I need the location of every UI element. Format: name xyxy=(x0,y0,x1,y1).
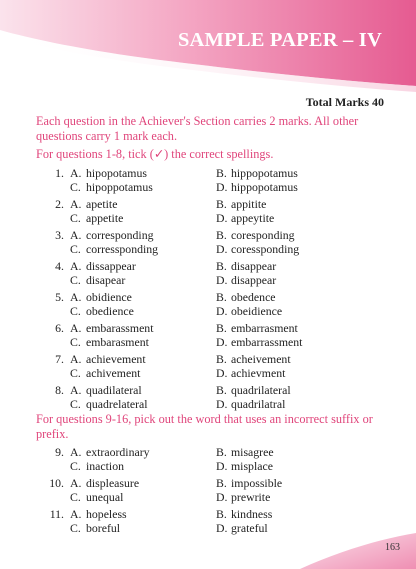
question-item xyxy=(0,352,416,382)
question-number: 1. xyxy=(55,166,64,180)
option-d: achievment xyxy=(231,366,286,380)
option-key: D. xyxy=(216,459,228,473)
question-number: 8. xyxy=(55,383,64,397)
option-key: C. xyxy=(70,180,81,194)
option-d: disappear xyxy=(231,273,277,287)
page-number: 163 xyxy=(385,542,400,553)
option-c: inaction xyxy=(86,459,125,473)
option-key: A. xyxy=(70,507,82,521)
option-b: kindness xyxy=(231,507,273,521)
option-a: apetite xyxy=(86,197,118,211)
option-d: appeytite xyxy=(231,211,275,225)
option-a: extraordinary xyxy=(86,445,150,459)
option-d: grateful xyxy=(231,521,268,535)
option-key: D. xyxy=(216,242,228,256)
question-item xyxy=(0,290,416,320)
option-c: obedience xyxy=(86,304,134,318)
question-item xyxy=(0,166,416,196)
option-b: appitite xyxy=(231,197,267,211)
option-key: C. xyxy=(70,273,81,287)
option-b: coresponding xyxy=(231,228,295,242)
question-item xyxy=(0,445,416,475)
option-b: hippopotamus xyxy=(231,166,298,180)
option-key: C. xyxy=(70,211,81,225)
option-c: disapear xyxy=(86,273,126,287)
option-a: hopeless xyxy=(86,507,127,521)
option-c: unequal xyxy=(86,490,124,504)
option-a: corresponding xyxy=(86,228,154,242)
option-c: quadrelateral xyxy=(86,397,148,411)
option-key: B. xyxy=(216,228,227,242)
option-key: A. xyxy=(70,259,82,273)
option-d: embarrassment xyxy=(231,335,303,349)
option-b: embarrasment xyxy=(231,321,298,335)
option-c: hipoppotamus xyxy=(86,180,153,194)
option-a: dissappear xyxy=(86,259,136,273)
question-item xyxy=(0,383,416,413)
option-c: corressponding xyxy=(86,242,159,256)
option-key: C. xyxy=(70,459,81,473)
question-number: 3. xyxy=(55,228,64,242)
page-title: SAMPLE PAPER – IV xyxy=(177,29,382,51)
option-d: obeidience xyxy=(231,304,283,318)
option-key: A. xyxy=(70,445,82,459)
question-number: 4. xyxy=(55,259,64,273)
option-key: B. xyxy=(216,290,227,304)
option-key: C. xyxy=(70,366,81,380)
question-number: 11. xyxy=(49,507,64,521)
option-key: C. xyxy=(70,397,81,411)
option-a: displeasure xyxy=(86,476,140,490)
option-b: acheivement xyxy=(231,352,291,366)
option-key: A. xyxy=(70,290,82,304)
option-key: D. xyxy=(216,397,228,411)
option-a: embarassment xyxy=(86,321,154,335)
option-key: C. xyxy=(70,242,81,256)
option-key: B. xyxy=(216,476,227,490)
option-key: A. xyxy=(70,476,82,490)
option-key: D. xyxy=(216,273,228,287)
option-key: B. xyxy=(216,352,227,366)
question-number: 6. xyxy=(55,321,64,335)
question-number: 9. xyxy=(55,445,64,459)
option-key: D. xyxy=(216,304,228,318)
option-c: boreful xyxy=(86,521,121,535)
option-b: disappear xyxy=(231,259,277,273)
option-key: B. xyxy=(216,507,227,521)
question-item xyxy=(0,321,416,351)
option-key: C. xyxy=(70,304,81,318)
option-key: D. xyxy=(216,366,228,380)
option-key: A. xyxy=(70,321,82,335)
option-a: obidience xyxy=(86,290,132,304)
option-key: C. xyxy=(70,490,81,504)
achiever-instruction: Each question in the Achiever's Section carries 2 marks. All other questions carry 1 mark each. xyxy=(36,114,359,143)
option-key: C. xyxy=(70,335,81,349)
option-b: misagree xyxy=(231,445,274,459)
option-key: A. xyxy=(70,228,82,242)
option-b: impossible xyxy=(231,476,283,490)
option-key: B. xyxy=(216,166,227,180)
option-key: B. xyxy=(216,259,227,273)
option-key: D. xyxy=(216,180,228,194)
question-number: 7. xyxy=(55,352,64,366)
option-b: quadrilateral xyxy=(231,383,291,397)
question-item xyxy=(0,259,416,289)
question-number: 5. xyxy=(55,290,64,304)
option-key: B. xyxy=(216,445,227,459)
option-key: A. xyxy=(70,352,82,366)
option-b: obedence xyxy=(231,290,276,304)
question-item xyxy=(0,228,416,258)
option-a: quadilateral xyxy=(86,383,142,397)
option-d: misplace xyxy=(231,459,273,473)
option-c: embarasment xyxy=(86,335,149,349)
total-marks: Total Marks 40 xyxy=(305,95,384,109)
option-key: A. xyxy=(70,383,82,397)
section2-instruction: For questions 9-16, pick out the word that uses an incorrect suffix or prefix. xyxy=(36,412,373,441)
footer-corner-decoration xyxy=(0,489,416,569)
option-key: A. xyxy=(70,166,82,180)
option-d: hippopotamus xyxy=(231,180,298,194)
option-c: appetite xyxy=(86,211,124,225)
question-number: 2. xyxy=(55,197,64,211)
option-key: C. xyxy=(70,521,81,535)
question-item xyxy=(0,197,416,227)
option-a: hipopotamus xyxy=(86,166,147,180)
option-c: achivement xyxy=(86,366,141,380)
option-key: D. xyxy=(216,211,228,225)
option-key: A. xyxy=(70,197,82,211)
header-banner xyxy=(0,0,416,100)
option-key: D. xyxy=(216,490,228,504)
option-d: prewrite xyxy=(231,490,271,504)
option-a: achievement xyxy=(86,352,146,366)
option-key: D. xyxy=(216,521,228,535)
section1-instruction: For questions 1-8, tick (✓) the correct spellings. xyxy=(36,147,274,161)
option-key: B. xyxy=(216,197,227,211)
option-key: B. xyxy=(216,321,227,335)
option-key: D. xyxy=(216,335,228,349)
option-d: coressponding xyxy=(231,242,300,256)
question-number: 10. xyxy=(49,476,64,490)
option-d: quadrilatral xyxy=(231,397,286,411)
option-key: B. xyxy=(216,383,227,397)
